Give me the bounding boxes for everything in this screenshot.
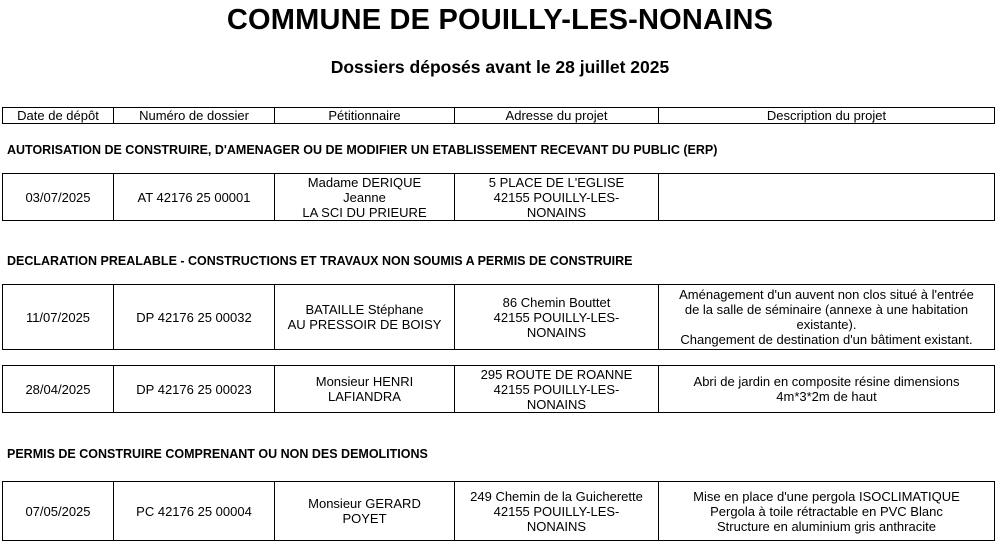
table-row	[2, 365, 995, 413]
column-header-adresse: Adresse du projet	[455, 108, 659, 123]
section-title-erp: AUTORISATION DE CONSTRUIRE, D'AMENAGER OU DE MODIFIER UN ETABLISSEMENT RECEVANT DU PUBLIC (ERP)	[7, 143, 718, 157]
row-petitionnaire: Monsieur GERARD POYET	[275, 482, 455, 540]
section-title-permis-construire: PERMIS DE CONSTRUIRE COMPRENANT OU NON DES DEMOLITIONS	[7, 447, 428, 461]
page-subtitle: Dossiers déposés avant le 28 juillet 2025	[330, 57, 670, 77]
row-petitionnaire: Madame DERIQUE Jeanne LA SCI DU PRIEURE	[275, 174, 455, 220]
row-numero: DP 42176 25 00023	[114, 366, 275, 412]
table-row	[2, 173, 995, 221]
row-description: Mise en place d'une pergola ISOCLIMATIQUE Pergola à toile rétractable en PVC Blanc Structure en aluminium gris anthracite	[693, 488, 960, 534]
row-date: 07/05/2025	[3, 482, 114, 540]
row-adresse: 249 Chemin de la Guicherette 42155 POUILLY-LES- NONAINS	[455, 482, 659, 540]
column-header-date: Date de dépôt	[3, 108, 114, 123]
row-description: Aménagement d'un auvent non clos situé à l'entrée de la salle de séminaire (annexe à une habitation existante). Changement de destination d'un bâtiment existant.	[679, 287, 974, 347]
row-description: Abri de jardin en composite résine dimensions 4m*3*2m de haut	[693, 374, 960, 404]
column-header-petitionnaire: Pétitionnaire	[275, 108, 455, 123]
column-header-description: Description du projet	[766, 108, 887, 123]
table-row	[2, 481, 995, 541]
row-petitionnaire: BATAILLE Stéphane AU PRESSOIR DE BOISY	[275, 285, 455, 349]
row-numero: AT 42176 25 00001	[114, 174, 275, 220]
row-numero: DP 42176 25 00032	[114, 285, 275, 349]
table-header	[2, 107, 995, 124]
row-adresse: 5 PLACE DE L'EGLISE 42155 POUILLY-LES- NONAINS	[455, 174, 659, 220]
row-date: 03/07/2025	[3, 174, 114, 220]
row-numero: PC 42176 25 00004	[114, 482, 275, 540]
section-title-declaration-prealable: DECLARATION PREALABLE - CONSTRUCTIONS ET TRAVAUX NON SOUMIS A PERMIS DE CONSTRUIRE	[7, 254, 633, 268]
row-adresse: 86 Chemin Bouttet 42155 POUILLY-LES- NONAINS	[455, 285, 659, 349]
row-date: 11/07/2025	[3, 285, 114, 349]
row-date: 28/04/2025	[3, 366, 114, 412]
row-adresse: 295 ROUTE DE ROANNE 42155 POUILLY-LES- NONAINS	[455, 366, 659, 412]
row-description	[659, 174, 994, 220]
page-title: COMMUNE DE POUILLY-LES-NONAINS	[226, 4, 774, 36]
table-row	[2, 284, 995, 350]
column-header-numero: Numéro de dossier	[114, 108, 275, 123]
row-petitionnaire: Monsieur HENRI LAFIANDRA	[275, 366, 455, 412]
